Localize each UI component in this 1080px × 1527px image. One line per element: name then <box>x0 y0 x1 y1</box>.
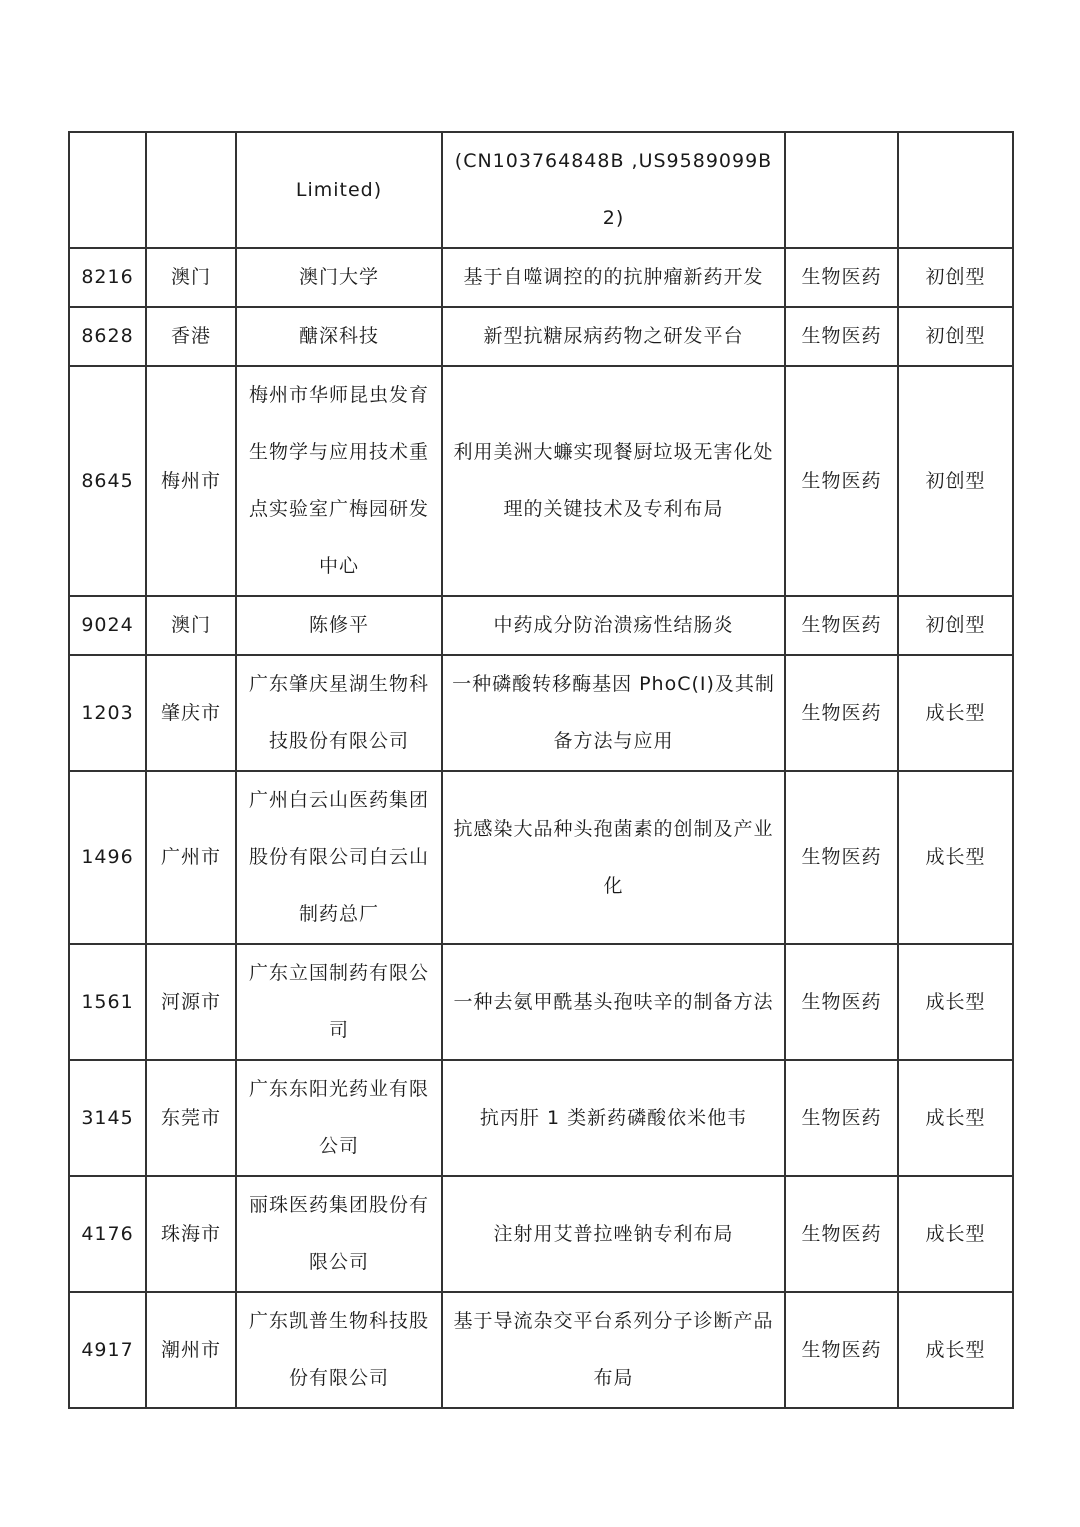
project-code-cell: 9024 <box>69 596 146 655</box>
city-cell: 梅州市 <box>146 366 236 596</box>
city-cell: 东莞市 <box>146 1060 236 1176</box>
city-cell: 广州市 <box>146 771 236 944</box>
city-cell: 珠海市 <box>146 1176 236 1292</box>
table-row <box>69 1292 1013 1408</box>
organization-cell: 陈修平 <box>236 596 442 655</box>
type-cell: 成长型 <box>898 1060 1013 1176</box>
organization-cell: Limited) <box>236 132 442 248</box>
project-name-cell: 新型抗糖尿病药物之研发平台 <box>442 307 785 366</box>
project-code-cell <box>69 132 146 248</box>
organization-cell: 醣深科技 <box>236 307 442 366</box>
city-cell <box>146 132 236 248</box>
type-cell: 成长型 <box>898 1292 1013 1408</box>
organization-cell: 广东肇庆星湖生物科技股份有限公司 <box>236 655 442 771</box>
type-cell: 成长型 <box>898 1176 1013 1292</box>
project-code-cell: 4176 <box>69 1176 146 1292</box>
table-row <box>69 944 1013 1060</box>
type-cell: 初创型 <box>898 248 1013 307</box>
field-cell: 生物医药 <box>785 307 898 366</box>
project-name-cell: 一种去氨甲酰基头孢呋辛的制备方法 <box>442 944 785 1060</box>
organization-cell: 丽珠医药集团股份有限公司 <box>236 1176 442 1292</box>
field-cell: 生物医药 <box>785 771 898 944</box>
type-cell: 初创型 <box>898 366 1013 596</box>
field-cell: 生物医药 <box>785 366 898 596</box>
project-name-cell: 一种磷酸转移酶基因 PhoC(I)及其制备方法与应用 <box>442 655 785 771</box>
type-cell: 初创型 <box>898 596 1013 655</box>
project-name-cell: 利用美洲大蠊实现餐厨垃圾无害化处理的关键技术及专利布局 <box>442 366 785 596</box>
organization-cell: 梅州市华师昆虫发育生物学与应用技术重点实验室广梅园研发中心 <box>236 366 442 596</box>
city-cell: 潮州市 <box>146 1292 236 1408</box>
table-row <box>69 1176 1013 1292</box>
table-row <box>69 307 1013 366</box>
field-cell: 生物医药 <box>785 596 898 655</box>
organization-cell: 广东凯普生物科技股份有限公司 <box>236 1292 442 1408</box>
type-cell: 成长型 <box>898 944 1013 1060</box>
table-body <box>69 132 1013 1408</box>
project-code-cell: 8628 <box>69 307 146 366</box>
project-code-cell: 4917 <box>69 1292 146 1408</box>
project-code-cell: 8216 <box>69 248 146 307</box>
city-cell: 澳门 <box>146 248 236 307</box>
table-row <box>69 771 1013 944</box>
city-cell: 河源市 <box>146 944 236 1060</box>
field-cell: 生物医药 <box>785 1292 898 1408</box>
project-name-cell: 抗感染大品种头孢菌素的创制及产业化 <box>442 771 785 944</box>
project-code-cell: 1561 <box>69 944 146 1060</box>
project-name-cell: 抗丙肝 1 类新药磷酸依米他韦 <box>442 1060 785 1176</box>
project-code-cell: 1496 <box>69 771 146 944</box>
project-name-cell: 基于导流杂交平台系列分子诊断产品布局 <box>442 1292 785 1408</box>
project-name-cell: 注射用艾普拉唑钠专利布局 <box>442 1176 785 1292</box>
project-code-cell: 3145 <box>69 1060 146 1176</box>
type-cell: 成长型 <box>898 771 1013 944</box>
field-cell <box>785 132 898 248</box>
type-cell: 成长型 <box>898 655 1013 771</box>
field-cell: 生物医药 <box>785 655 898 771</box>
table-row <box>69 655 1013 771</box>
table-row <box>69 132 1013 248</box>
city-cell: 肇庆市 <box>146 655 236 771</box>
field-cell: 生物医药 <box>785 1060 898 1176</box>
organization-cell: 广东立国制药有限公司 <box>236 944 442 1060</box>
field-cell: 生物医药 <box>785 248 898 307</box>
type-cell <box>898 132 1013 248</box>
project-name-cell: (CN103764848B ,US9589099B2) <box>442 132 785 248</box>
table-row <box>69 1060 1013 1176</box>
city-cell: 澳门 <box>146 596 236 655</box>
table-row <box>69 596 1013 655</box>
organization-cell: 广州白云山医药集团股份有限公司白云山制药总厂 <box>236 771 442 944</box>
type-cell: 初创型 <box>898 307 1013 366</box>
table-row <box>69 366 1013 596</box>
field-cell: 生物医药 <box>785 944 898 1060</box>
project-table <box>68 131 1014 1409</box>
project-code-cell: 1203 <box>69 655 146 771</box>
field-cell: 生物医药 <box>785 1176 898 1292</box>
organization-cell: 澳门大学 <box>236 248 442 307</box>
project-code-cell: 8645 <box>69 366 146 596</box>
project-name-cell: 中药成分防治溃疡性结肠炎 <box>442 596 785 655</box>
city-cell: 香港 <box>146 307 236 366</box>
table-row <box>69 248 1013 307</box>
organization-cell: 广东东阳光药业有限公司 <box>236 1060 442 1176</box>
project-name-cell: 基于自噬调控的的抗肿瘤新药开发 <box>442 248 785 307</box>
